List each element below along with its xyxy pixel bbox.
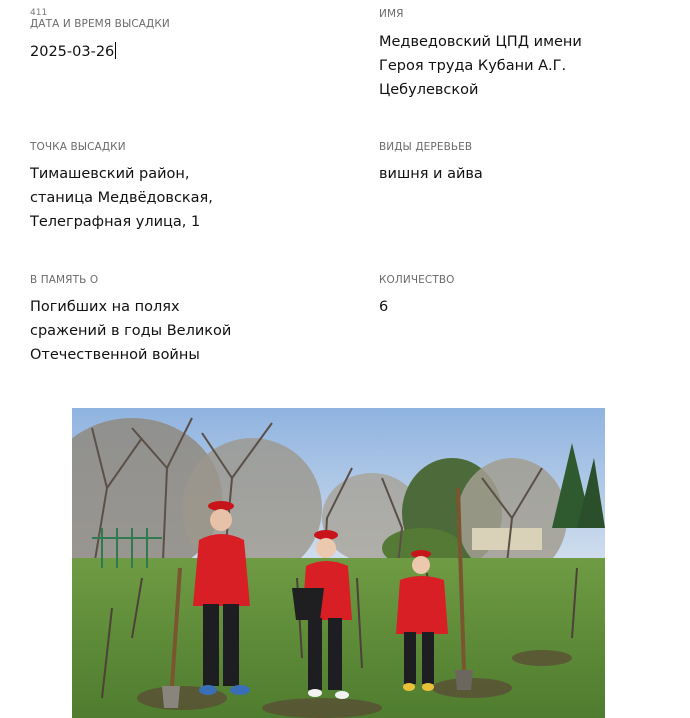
trees-label: ВИДЫ ДЕРЕВЬЕВ [379, 141, 473, 153]
point-line-3: Телеграфная улица, 1 [30, 214, 201, 230]
planting-photo [72, 408, 605, 718]
name-line-1: Медведовский ЦПД имени [379, 34, 582, 50]
name-line-3: Цебулевской [379, 82, 479, 98]
trees-value: вишня и айва [379, 166, 483, 182]
name-value [379, 30, 582, 102]
record-id: 411 [30, 8, 48, 18]
date-label: ДАТА И ВРЕМЯ ВЫСАДКИ [30, 18, 170, 30]
count-label: КОЛИЧЕСТВО [379, 274, 455, 286]
memory-label: В ПАМЯТЬ О [30, 274, 99, 286]
text-cursor [115, 42, 116, 59]
memory-line-2: сражений в годы Великой [30, 323, 232, 339]
point-line-1: Тимашевский район, [30, 166, 190, 182]
date-value[interactable] [30, 40, 116, 64]
date-text: 2025-03-26 [30, 44, 115, 60]
memory-value [30, 295, 231, 367]
name-label: ИМЯ [379, 8, 404, 20]
point-line-2: станица Медвёдовская, [30, 190, 213, 206]
point-value [30, 162, 213, 234]
memory-line-1: Погибших на полях [30, 299, 180, 315]
count-value: 6 [379, 299, 389, 315]
memory-line-3: Отечественной войны [30, 347, 200, 363]
point-label: ТОЧКА ВЫСАДКИ [30, 141, 126, 153]
name-line-2: Героя труда Кубани А.Г. [379, 58, 567, 74]
